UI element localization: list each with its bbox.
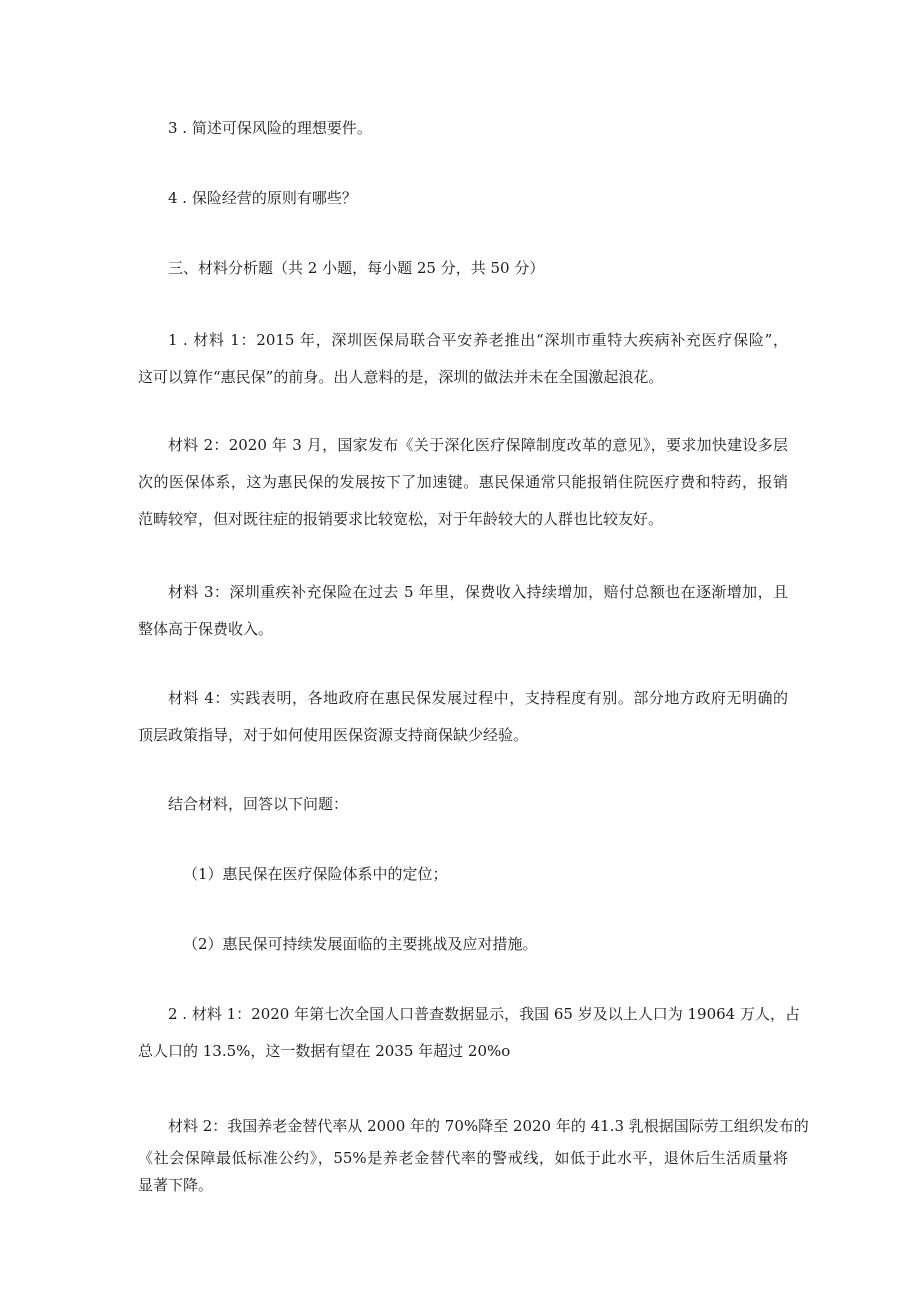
- case-1-prompt-text: 结合材料，回答以下问题：: [168, 795, 349, 813]
- case-2-material-1-line-1: 2 . 材料 1：2020 年第七次全国人口普查数据显示，我国 65 岁及以上人口为 19064 万人，占: [168, 1005, 800, 1023]
- case-1-material-2-line-2: 次的医保体系，这为惠民保的发展按下了加速键。惠民保通常只能报销住院医疗费和特药，报销: [138, 473, 788, 491]
- case-2-material-2: [138, 1108, 809, 1199]
- question-4: [138, 180, 818, 217]
- section-3-title-text: 三、材料分析题（共 2 小题，每小题 25 分，共 50 分）: [168, 259, 545, 277]
- case-1-material-2: [138, 427, 788, 538]
- case-1-sub-question-2-text: （2）惠民保可持续发展面临的主要挑战及应对措施。: [183, 935, 538, 953]
- case-1-material-1: [138, 322, 788, 396]
- case-2-material-1-line-2: 总人口的 13.5%，这一数据有望在 2035 年超过 20%o: [138, 1042, 511, 1060]
- case-1-material-4-line-2: 顶层政策指导，对于如何使用医保资源支持商保缺少经验。: [138, 726, 529, 744]
- case-1-material-1-line-2: 这可以算作“惠民保”的前身。出人意料的是，深圳的做法并未在全国激起浪花。: [138, 368, 664, 386]
- case-1-material-3: [138, 574, 788, 648]
- question-3-text: 3 . 简述可保风险的理想要件。: [168, 119, 372, 137]
- question-3: [138, 110, 818, 147]
- case-2-material-2-line-1: 材料 2：我国养老金替代率从 2000 年的 70%降至 2020 年的 41.3 乳根据国际劳工组织发布的: [168, 1117, 809, 1135]
- case-2-material-2-line-2: 《社会保障最低标准公约》，55%是养老金替代率的警戒线，如低于此水平，退休后生活质量将: [138, 1149, 788, 1167]
- case-2-material-1: [138, 996, 800, 1070]
- case-2-material-2-line-3: 显著下降。: [138, 1176, 214, 1194]
- case-1-material-4: [138, 680, 788, 754]
- case-1-material-4-line-1: 材料 4：实践表明，各地政府在惠民保发展过程中，支持程度有别。部分地方政府无明确的: [168, 689, 788, 707]
- case-1-sub-question-1-text: （1）惠民保在医疗保险体系中的定位；: [183, 865, 448, 883]
- case-1-material-2-line-3: 范畴较窄，但对既往症的报销要求比较宽松，对于年龄较大的人群也比较友好。: [138, 510, 664, 528]
- case-1-sub-question-2: [138, 926, 833, 963]
- case-1-material-1-line-1: 1 . 材料 1：2015 年，深圳医保局联合平安养老推出“深圳市重特大疾病补充医疗保险”，: [168, 331, 788, 349]
- case-1-material-2-line-1: 材料 2：2020 年 3 月，国家发布《关于深化医疗保障制度改革的意见》，要求加快建设多层: [168, 436, 788, 454]
- case-1-material-3-line-1: 材料 3：深圳重疾补充保险在过去 5 年里，保费收入持续增加，赔付总额也在逐渐增加，且: [168, 583, 788, 601]
- case-1-material-3-line-2: 整体高于保费收入。: [138, 620, 274, 638]
- case-1-sub-question-1: [138, 856, 833, 893]
- section-3-title: [138, 250, 818, 287]
- case-1-prompt: [138, 786, 818, 823]
- question-4-text: 4 . 保险经营的原则有哪些？: [168, 189, 357, 207]
